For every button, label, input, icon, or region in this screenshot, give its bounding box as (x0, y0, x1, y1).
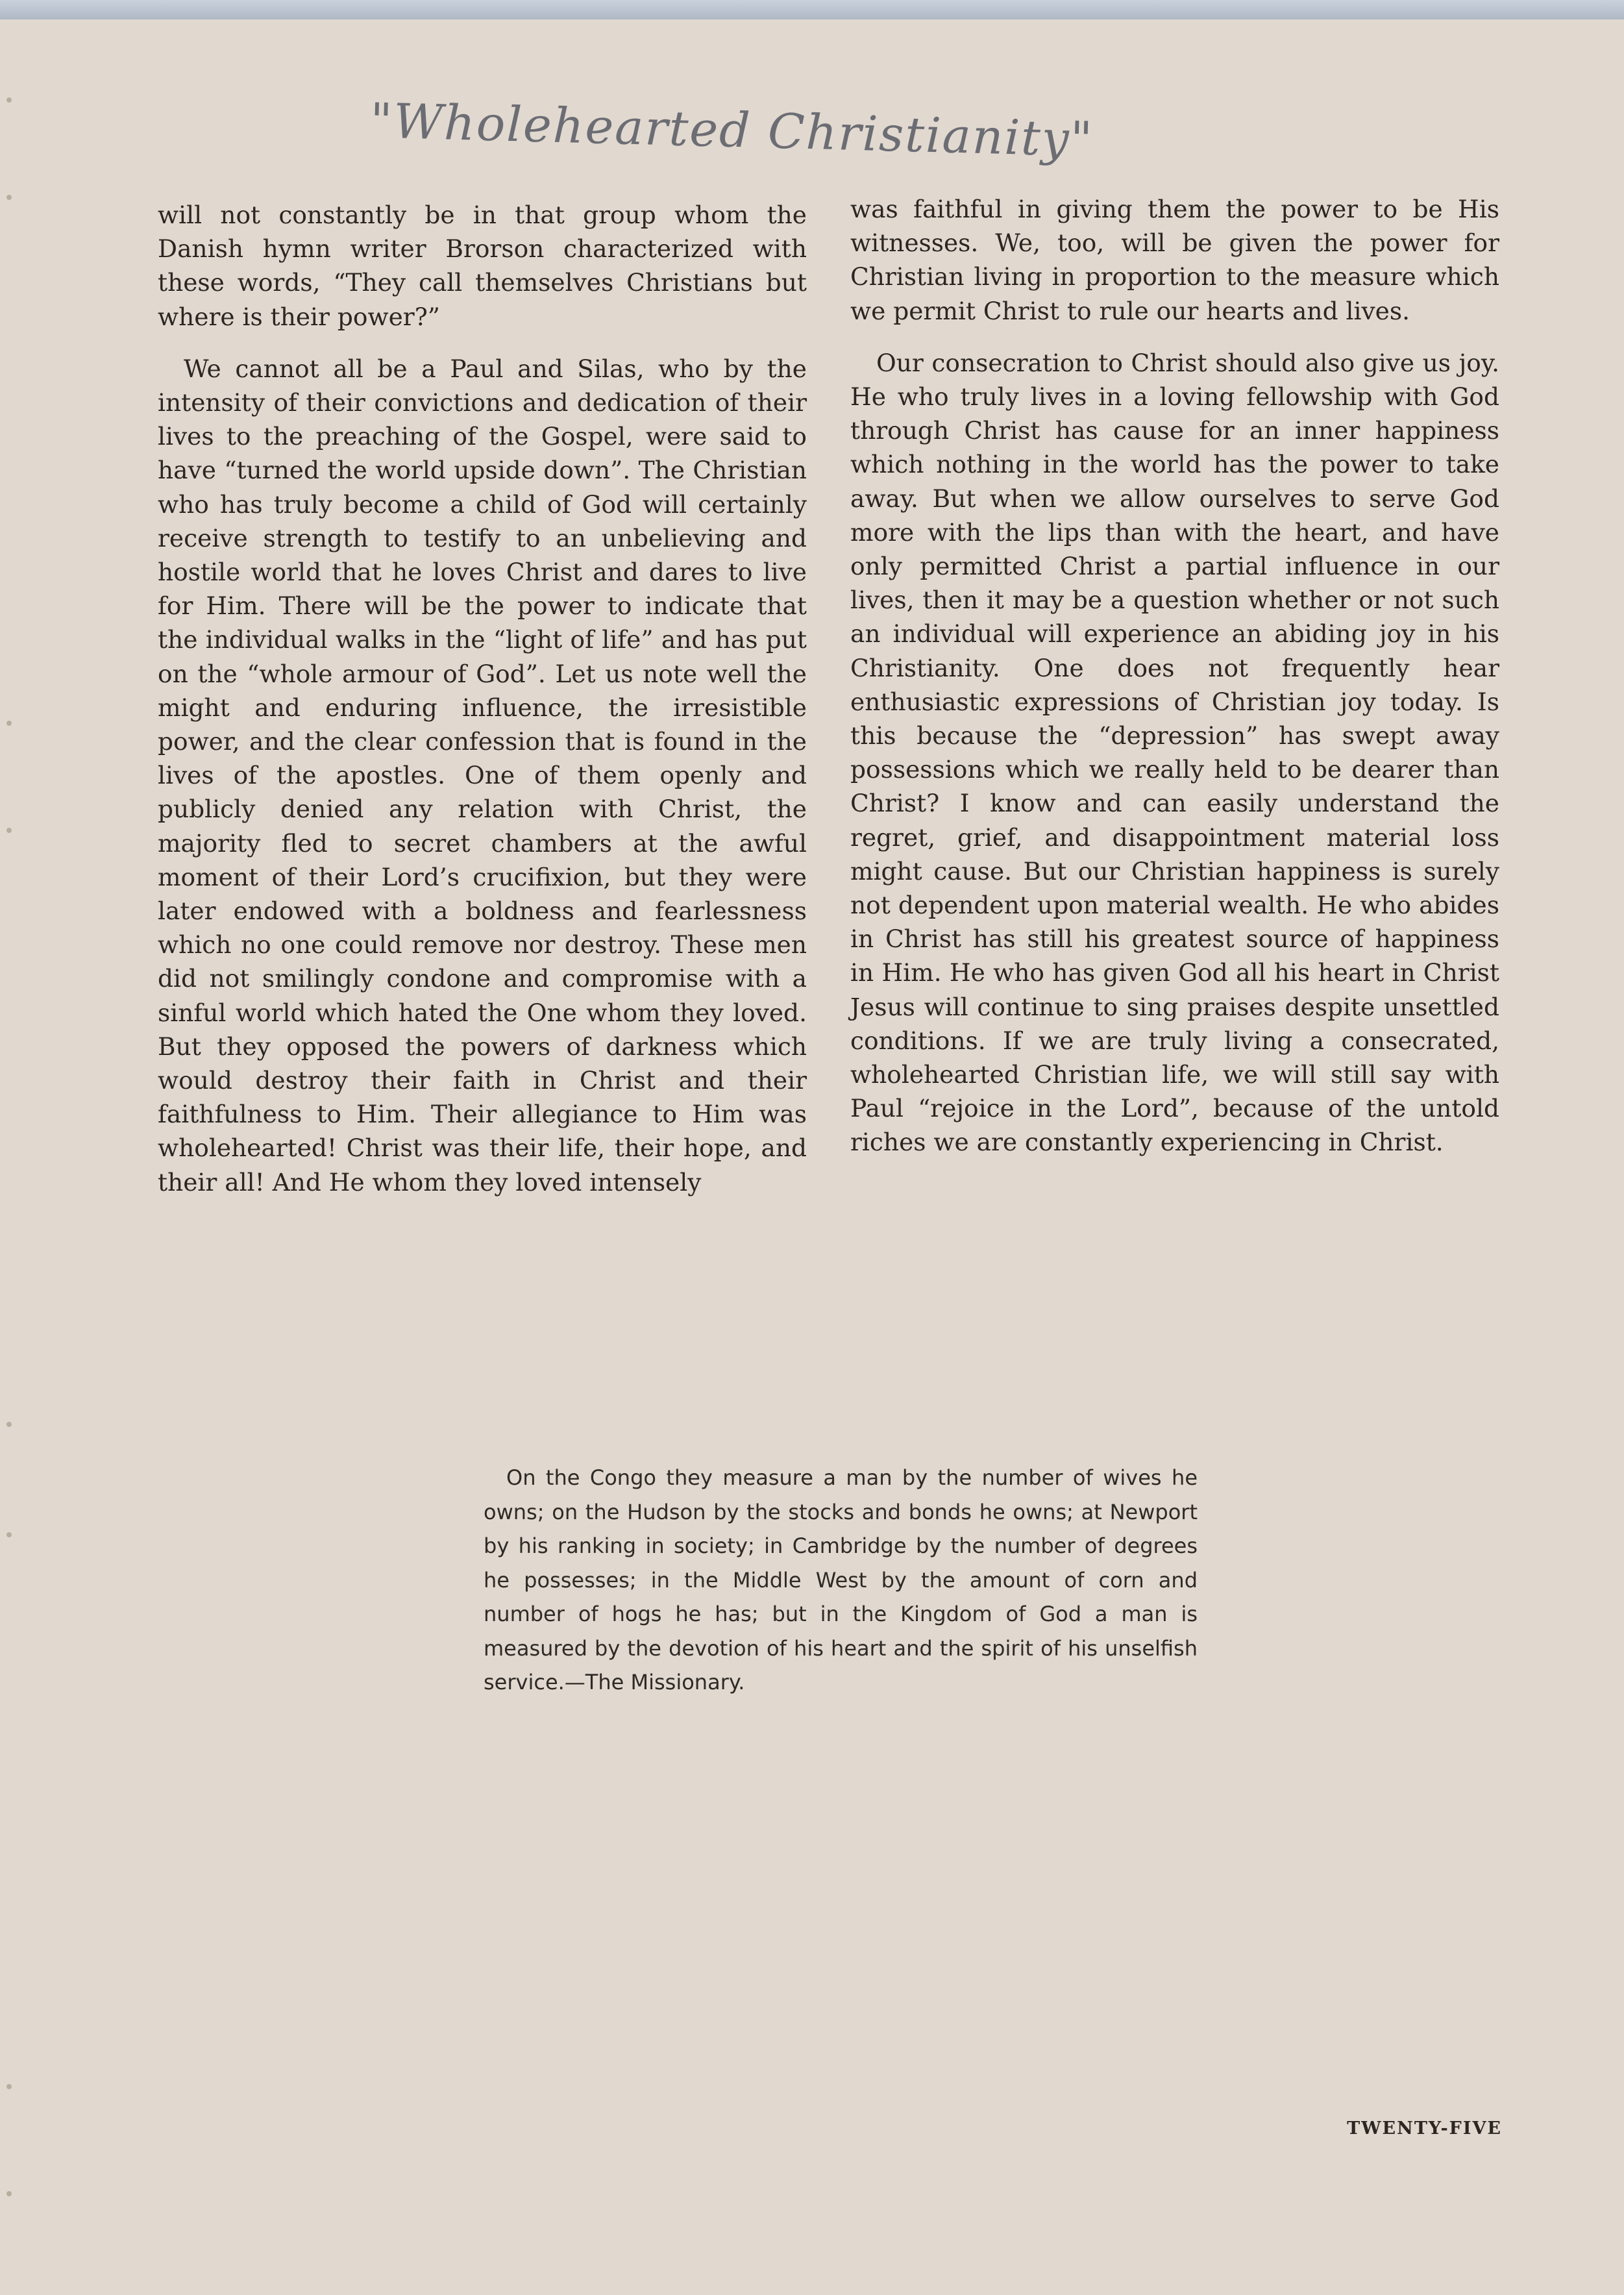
page-mark (6, 1532, 12, 1537)
right-column (850, 192, 1499, 1178)
page-mark (6, 2084, 12, 2089)
paragraph: will not constantly be in that group whom the Danish hymn writer Brorson characterized with these words, “They call themselves Christians but where is their power?” (158, 201, 807, 331)
paragraph: Our consecration to Christ should also give us joy. He who truly lives in a loving fellowship with God through Christ has cause for an inner happiness which nothing in the world has the power to take away. But when we allow ourselves to serve God more with the lips than with the heart, and have only permitted Christ a partial influence in our lives, then it may be a question whether or not such an individual will experience an abiding joy in his Christianity. One does not frequently hear enthusiastic expressions of Christian joy today. Is this because the “depression” has swept away possessions which we really held to be dearer than Christ? I know and can easily understand the regret, grief, and disappointment material loss might cause. But our Christian happiness is surely not dependent upon material wealth. He who abides in Christ has still his greatest source of happiness in Him. He who has given God all his heart in Christ Jesus will continue to sing praises despite unsettled conditions. If we are truly living a consecrated, wholehearted Christian life, we will still say with Paul “rejoice in the Lord”, because of the untold riches we are constantly experiencing in Christ. (850, 348, 1499, 1157)
handwritten-title: "Wholehearted Christianity" (369, 93, 1094, 168)
page-mark (6, 2191, 12, 2196)
scanner-edge (0, 0, 1624, 19)
page-mark (6, 97, 12, 103)
page-mark (6, 721, 12, 726)
quote-text: On the Congo they measure a man by the number of wives he owns; on the Hudson by the stocks and bonds he owns; at Newport by his ranking in society; in Cambridge by the number of degrees he possesses; in the Middle West by the amount of corn and number of hogs he has; but in the Kingdom of God a man is measured by the devotion of his heart and the spirit of his unselfish service.—The Missionary. (484, 1465, 1198, 1694)
page-mark (6, 828, 12, 833)
paragraph: We cannot all be a Paul and Silas, who by the intensity of their convictions and dedication of their lives to the preaching of the Gospel, were said to have “turned the world upside down”. The Christian who has truly become a child of God will certainly receive strength to testify to an unbelieving and hostile world that he loves Christ and dares to live for Him. There will be the power to indicate that the individual walks in the “light of life” and has put on the “whole armour of God”. Let us note well the might and enduring influence, the irresistible power, and the clear confession that is found in the lives of the apostles. One of them openly and publicly denied any relation with Christ, the majority fled to secret chambers at the awful moment of their Lord’s crucifixion, but they were later endowed with a boldness and fearlessness which no one could remove nor destroy. These men did not smilingly condone and compromise with a sinful world which hated the One whom they loved. But they opposed the powers of darkness which would destroy their faith in Christ and their faithfulness to Him. Their allegiance to Him was wholehearted! Christ was their life, their hope, and their all! And He whom they loved intensely (158, 354, 807, 1197)
paragraph: was faithful in giving them the power to be His witnesses. We, too, will be given the power for Christian living in proportion to the measure which we permit Christ to rule our hearts and lives. (850, 195, 1499, 325)
page-number: TWENTY-FIVE (1347, 2118, 1502, 2139)
quote-block (484, 1461, 1198, 1700)
left-column (158, 198, 807, 1217)
page-mark (6, 195, 12, 200)
page-mark (6, 1422, 12, 1427)
